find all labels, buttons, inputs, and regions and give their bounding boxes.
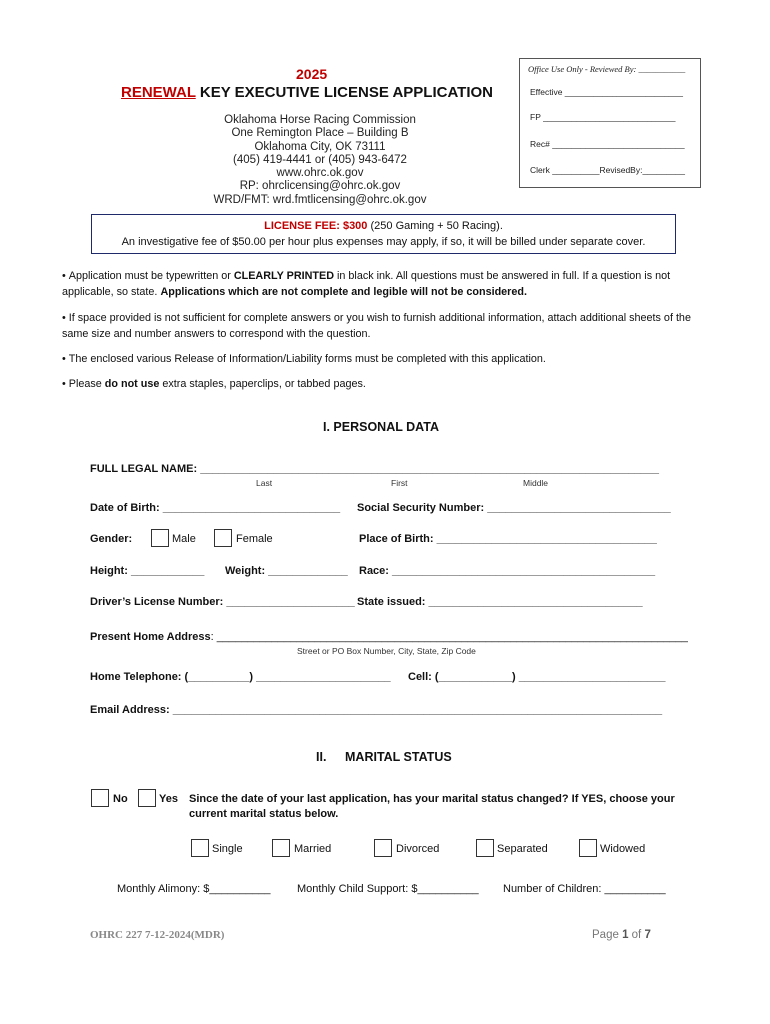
question1-text: Since the date of your last application, has your marital status changed? If YES, choose your <box>189 793 675 805</box>
home-phone-label: Home Telephone: (__________) ______________________ <box>90 671 391 683</box>
drivers-license-field[interactable] <box>90 596 355 608</box>
marital-yes-checkbox[interactable] <box>138 789 156 807</box>
gender-female-checkbox[interactable] <box>214 529 232 547</box>
number-of-children-field[interactable]: Number of Children: __________ <box>503 883 666 895</box>
b1-text-c: in black ink. All questions must be answered in full. If a question is not applicable, so state. <box>62 270 671 298</box>
height-label: Height: ____________ <box>90 565 205 577</box>
page-of: of <box>628 929 645 941</box>
state-issued-field[interactable] <box>357 596 643 608</box>
status-separated-checkbox[interactable] <box>476 839 494 857</box>
title-rest: KEY EXECUTIVE LICENSE APPLICATION <box>195 84 494 101</box>
office-use-heading: Office Use Only - Reviewed By: ___________ <box>528 64 686 74</box>
fee-investigative: An investigative fee of $50.00 per hour plus expenses may apply, if so, it will be billed under separate cover. <box>121 236 646 248</box>
instruction-bullet-4: • Please do not use extra staples, paperclips, or tabbed pages. <box>62 378 366 390</box>
marital-question-2 <box>189 808 338 820</box>
state-label: State issued: ___________________________________ <box>357 596 643 608</box>
full-name-label: FULL LEGAL NAME: ___________________________________________________________________________ <box>90 463 660 475</box>
b3-text: The enclosed various Release of Information/Liability forms must be completed with this application. <box>68 353 546 365</box>
page-num: 1 <box>622 929 629 941</box>
status-married-checkbox[interactable] <box>272 839 290 857</box>
cell-label: Cell: (____________) ________________________ <box>408 671 666 683</box>
no-text: No <box>113 793 128 805</box>
status-divorced-label: Divorced <box>396 843 440 855</box>
dob-label: Date of Birth: _____________________________ <box>90 502 341 514</box>
status-single-checkbox[interactable] <box>191 839 209 857</box>
weight-label: Weight: _____________ <box>225 565 348 577</box>
agency-block <box>190 114 450 207</box>
marital-no-checkbox[interactable] <box>91 789 109 807</box>
status-separated-label: Separated <box>497 843 548 855</box>
status-single-label: Single <box>212 843 243 855</box>
title-renewal: RENEWAL <box>121 84 196 101</box>
marital-question-1 <box>189 793 675 805</box>
personal-data-heading: I. PERSONAL DATA <box>323 420 439 434</box>
race-field[interactable] <box>359 565 655 577</box>
home-address-field[interactable] <box>90 631 688 643</box>
home-telephone-field[interactable] <box>90 671 391 683</box>
agency-rp-email: RP: ohrclicensing@ohrc.ok.gov <box>239 180 401 193</box>
address-label: Present Home Address <box>90 631 211 643</box>
form-year: 2025 <box>296 66 328 82</box>
weight-field[interactable] <box>225 565 348 577</box>
dob-field[interactable] <box>90 502 340 514</box>
monthly-alimony-field[interactable]: Monthly Alimony: $__________ <box>117 883 271 895</box>
status-widowed-label: Widowed <box>600 843 646 855</box>
gender-female-label: Female <box>236 533 273 545</box>
page-total: 7 <box>644 929 651 941</box>
dl-label: Driver’s License Number: _____________________ <box>90 596 355 608</box>
marital-yes-label <box>159 793 178 805</box>
office-clerk: Clerk __________RevisedBy:_________ <box>530 165 686 175</box>
agency-address1: One Remington Place – Building B <box>231 127 409 140</box>
office-fp: FP ____________________________ <box>530 112 676 122</box>
license-fee-box <box>91 214 676 254</box>
agency-wrd-email: WRD/FMT: wrd.fmtlicensing@ohrc.ok.gov <box>213 193 427 206</box>
fee-breakdown: (250 Gaming + 50 Racing). <box>367 220 503 232</box>
height-field[interactable] <box>90 565 204 577</box>
marital-status-heading: MARITAL STATUS <box>345 750 452 764</box>
instruction-bullet-1: • Application must be typewritten or CLEARLY PRINTED in black ink. All questions must be answered in full. If a question is not applicable, so state. Applications which are not complete and legible will not be considered. <box>62 270 671 298</box>
b2-text: If space provided is not sufficient for complete answers or you wish to furnish additional information, attach additional sheets of the same size and number answers to correspond with the question. <box>62 312 691 340</box>
office-rec: Rec# ____________________________ <box>530 139 685 149</box>
instruction-bullet-2: • If space provided is not sufficient for complete answers or you wish to furnish additional information, attach additional sheets of the same size and number answers to correspond with the question. <box>62 312 691 340</box>
form-title <box>121 84 493 101</box>
status-married-label: Married <box>294 843 332 855</box>
email-field[interactable] <box>90 704 662 716</box>
page-prefix: Page <box>592 929 623 941</box>
ssn-field[interactable] <box>357 502 671 514</box>
gender-male-checkbox[interactable] <box>151 529 169 547</box>
fee-line <box>92 218 675 234</box>
b1-text-b: CLEARLY PRINTED <box>233 270 335 282</box>
sub-middle: Middle <box>523 478 549 488</box>
page-indicator <box>592 929 651 941</box>
marital-heading-num: II. <box>316 750 327 764</box>
monthly-child-support-field[interactable]: Monthly Child Support: $__________ <box>297 883 479 895</box>
marital-no-label <box>113 793 128 805</box>
gender-male-label: Male <box>172 533 196 545</box>
b4-text-c: extra staples, paperclips, or tabbed pages. <box>159 378 366 390</box>
email-label: Email Address: ________________________________________________________________________________ <box>90 704 663 716</box>
fee-label: LICENSE FEE: $300 <box>264 220 368 232</box>
b4-text-b: do not use <box>104 378 160 390</box>
instruction-bullet-3: • The enclosed various Release of Information/Liability forms must be completed with this application. <box>62 353 546 365</box>
address-sub: Street or PO Box Number, City, State, Zip Code <box>297 646 476 656</box>
agency-phone: (405) 419-4441 or (405) 943-6472 <box>233 153 407 166</box>
place-of-birth-field[interactable] <box>359 533 657 545</box>
b4-text-a: Please <box>68 378 105 390</box>
status-divorced-checkbox[interactable] <box>374 839 392 857</box>
status-widowed-checkbox[interactable] <box>579 839 597 857</box>
b1-text-d: Applications which are not complete and legible will not be considered. <box>160 286 527 298</box>
agency-name: Oklahoma Horse Racing Commission <box>224 114 416 126</box>
agency-address2: Oklahoma City, OK 73111 <box>254 140 386 153</box>
ssn-label: Social Security Number: ______________________________ <box>357 502 671 514</box>
gender-text: Gender: <box>90 533 133 545</box>
sub-last: Last <box>256 478 273 488</box>
gender-label <box>90 533 132 545</box>
pob-label: Place of Birth: ____________________________________ <box>359 533 657 545</box>
race-label: Race: ___________________________________________ <box>359 565 656 577</box>
address-line: : _____________________________________________________________________________ <box>210 631 688 643</box>
question2-text: current marital status below. <box>189 808 339 820</box>
cell-field[interactable] <box>408 671 666 683</box>
agency-website: www.ohrc.ok.gov <box>276 167 364 180</box>
office-effective: Effective _________________________ <box>530 87 683 97</box>
full-legal-name-field[interactable] <box>90 463 659 475</box>
yes-text: Yes <box>159 793 178 805</box>
office-use-box <box>519 58 701 188</box>
sub-first: First <box>391 478 408 488</box>
b1-text-a: Application must be typewritten or <box>68 270 234 282</box>
form-id: OHRC 227 7-12-2024(MDR) <box>90 929 225 941</box>
